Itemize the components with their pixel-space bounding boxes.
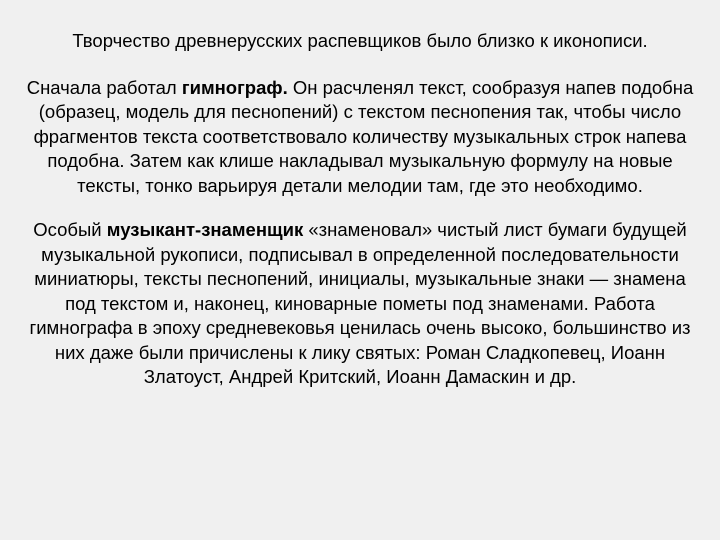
znamenshchik-term: музыкант-знаменщик	[106, 219, 304, 240]
znamenshchik-paragraph	[20, 218, 700, 390]
intro-paragraph: Творчество древнерусских распевщиков было близко к иконописи.	[72, 30, 648, 51]
hymnographer-term: гимнограф.	[181, 76, 288, 98]
znamenshchik-paragraph-prefix: Особый	[33, 219, 107, 240]
hymnographer-paragraph-text: Он расчленял текст, сообразуя напев подобна (образец, модель для песнопений) с текстом песнопения так, чтобы число фрагментов текста соответствовало количеству музыкальных строк напева подобна. Затем как клише накладывал музыкальную формулу на новые тексты, тонко варьируя детали мелодии там, где это необходимо.	[33, 76, 694, 196]
hymnographer-paragraph-prefix: Сначала работал	[26, 76, 182, 98]
hymnographer-paragraph	[20, 76, 700, 199]
znamenshchik-paragraph-text: «знаменовал» чистый лист бумаги будущей музыкальной рукописи, подписывал в определенной последовательности миниатюры, тексты песнопений, инициалы, музыкальные знаки — знамена под текстом и, наконец, киноварные пометы под знаменами. Работа гимнографа в эпоху средневековья ценилась очень высоко, большинство из них даже были причислены к лику святых: Роман Сладкопевец, Иоанн Златоуст, Андрей Критский, Иоанн Дамаскин и др.	[29, 219, 691, 387]
